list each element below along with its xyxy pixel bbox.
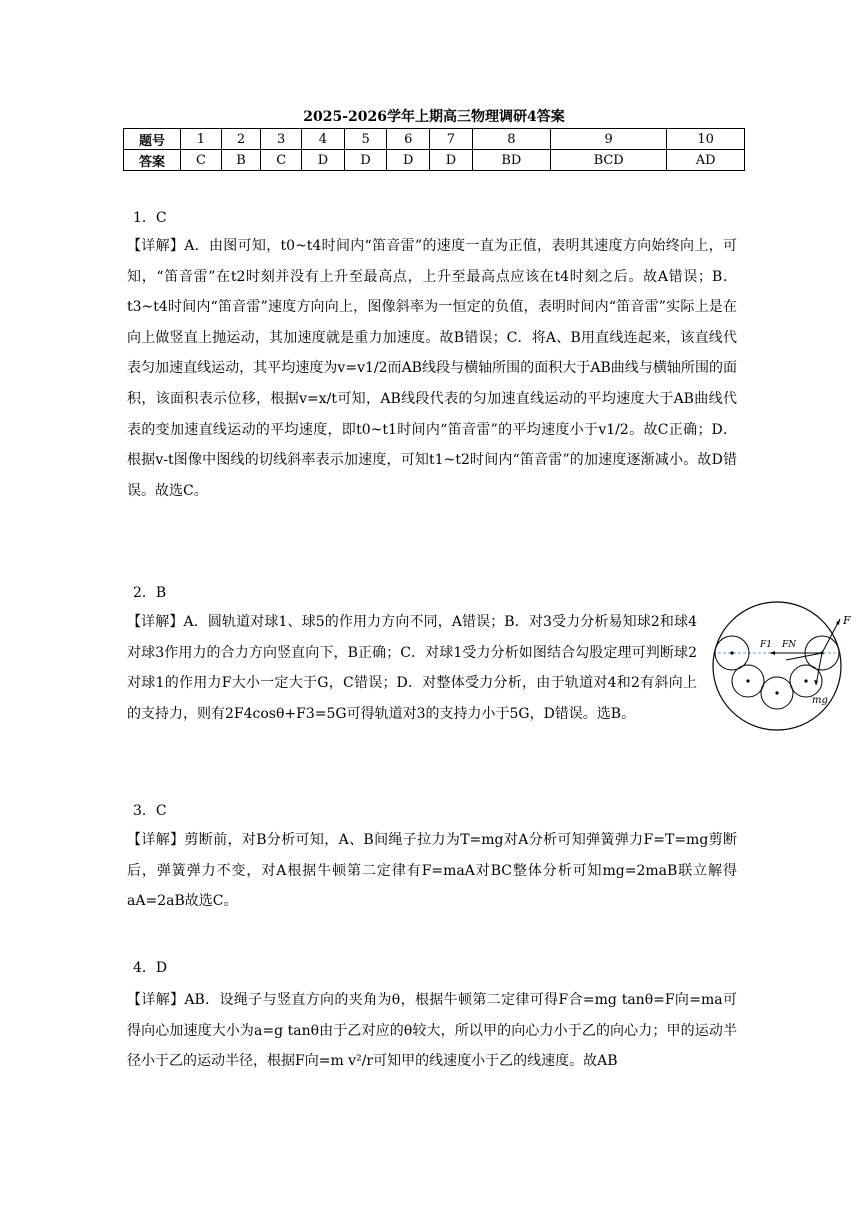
- table-cell: 6: [387, 129, 430, 150]
- force-label-f1: F1: [760, 640, 772, 650]
- question-3-explanation: 【详解】剪断前，对B分析可知，A、B间绳子拉力为T=mg对A分析可知弹簧弹力F=T=mg剪断后，弹簧弹力不变，对A根据牛顿第二定律有F=maA对BC整体分析可知mg=2maB联立解得aA=2aB故选C。: [127, 832, 737, 910]
- row-label-number: 题号: [124, 129, 181, 150]
- question-1-explanation: 【详解】A．由图可知，t0~t4时间内“笛音雷”的速度一直为正值，表明其速度方向始终向上，可知，“笛音雷”在t2时刻并没有上升至最高点，上升至最高点应该在t4时刻之后。故A错误；B．t3~t4时间内“笛音雷”速度方向向上，图像斜率为一恒定的负值，表明时间内“笛音雷”实际上是在向上做竖直上抛运动，其加速度就是重力加速度。故B错误；C．将A、B用直线连起来，该直线代表匀加速直线运动，其平均速度为v=v1/2而AB线段与横轴所围的面积大于AB曲线与横轴所围的面积，该面积表示位移，根据v=x/t可知，AB线段代表的匀加速直线运动的平均速度大于AB曲线代表的变加速直线运动的平均速度，即t0~t1时间内“笛音雷”的平均速度小于v1/2。故C正确；D．根据v-t图像中图线的切线斜率表示加速度，可知t1~t2时间内“笛音雷”的加速度逐渐减小。故D错误。故选C。: [127, 238, 737, 499]
- table-cell: 7: [430, 129, 473, 150]
- question-4-explanation: 【详解】AB．设绳子与竖直方向的夹角为θ，根据牛顿第二定律可得F合=mg tanθ=F向=ma可得向心加速度大小为a=g tanθ由于乙对应的θ较大，所以甲的向心力小于乙的向心力；甲的运动半径小于乙的运动半径，根据F向=m v²/r可知甲的线速度小于乙的线速度。故AB: [127, 992, 737, 1070]
- table-cell: C: [261, 150, 302, 171]
- force-label-f: F: [843, 614, 851, 627]
- table-row-numbers: [124, 129, 745, 150]
- table-cell: 8: [472, 129, 550, 150]
- question-3-heading: 3．C: [133, 803, 167, 819]
- ball-track-diagram: [708, 597, 856, 745]
- question-2-explanation: 【详解】A．圆轨道对球1、球5的作用力方向不同，A错误；B．对3受力分析易知球2和球4对球3作用力的合力方向竖直向下，B正确；C．对球1受力分析如图结合勾股定理可判断球2对球1的作用力F大小一定大于G，C错误；D．对整体受力分析，由于轨道对4和2有斜向上的支持力，则有2F4cosθ+F3=5G可得轨道对3的支持力小于5G，D错误。选B。: [127, 614, 697, 722]
- question-2-heading: 2．B: [133, 585, 167, 601]
- question-4-heading: 4．D: [133, 960, 168, 976]
- question-1-heading: 1．C: [133, 210, 167, 226]
- row-label-answer: 答案: [124, 150, 181, 171]
- answer-table: [123, 128, 745, 171]
- table-cell: B: [221, 150, 260, 171]
- table-cell: 5: [344, 129, 387, 150]
- force-label-mg: mg: [812, 695, 828, 706]
- table-cell: 2: [221, 129, 260, 150]
- table-cell: D: [302, 150, 345, 171]
- page-title: 2025-2026学年上期高三物理调研4答案: [303, 109, 565, 125]
- table-cell: BCD: [551, 150, 667, 171]
- table-cell: BD: [472, 150, 550, 171]
- table-cell: D: [430, 150, 473, 171]
- table-row-answers: [124, 150, 745, 171]
- table-cell: 3: [261, 129, 302, 150]
- force-label-fn: FN: [782, 640, 797, 650]
- table-cell: 9: [551, 129, 667, 150]
- table-cell: 1: [181, 129, 222, 150]
- table-cell: D: [344, 150, 387, 171]
- table-cell: D: [387, 150, 430, 171]
- table-cell: 4: [302, 129, 345, 150]
- table-cell: 10: [667, 129, 745, 150]
- table-cell: AD: [667, 150, 745, 171]
- table-cell: C: [181, 150, 222, 171]
